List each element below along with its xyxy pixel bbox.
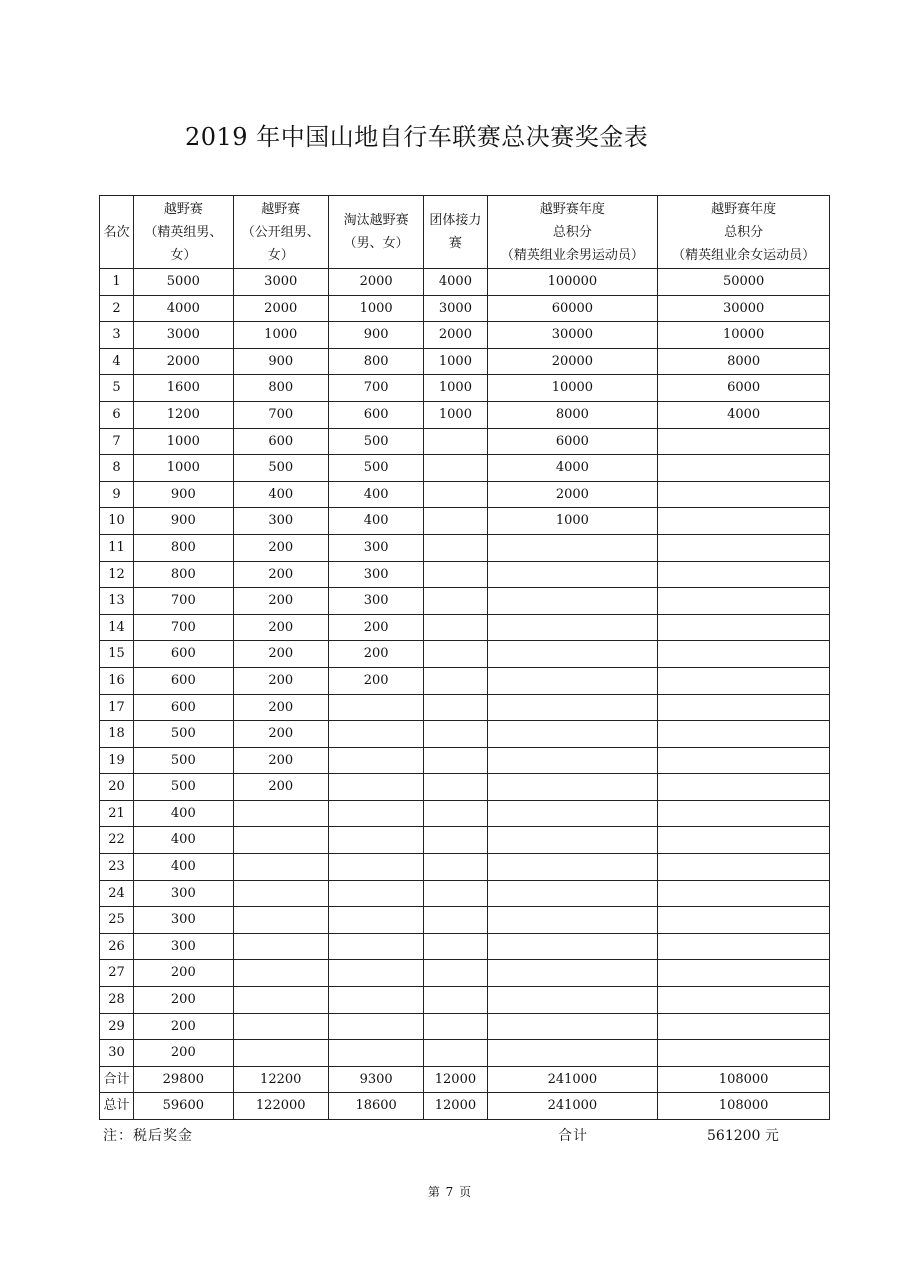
rank-cell: 21	[100, 800, 134, 827]
table-row	[100, 455, 830, 482]
column-header	[233, 196, 328, 269]
column-header-line: 越野赛年度	[539, 201, 605, 217]
prize-cell	[487, 1040, 658, 1067]
prize-cell	[424, 721, 487, 748]
column-header	[328, 196, 423, 269]
prize-cell: 8000	[487, 401, 658, 428]
table-row	[100, 1040, 830, 1067]
table-row	[100, 774, 830, 801]
prize-cell: 9300	[328, 1066, 423, 1093]
prize-cell: 200	[233, 534, 328, 561]
table-row	[100, 1066, 830, 1093]
prize-cell: 2000	[328, 269, 423, 296]
prize-cell	[233, 987, 328, 1014]
prize-cell: 29800	[134, 1066, 233, 1093]
prize-cell: 3000	[134, 322, 233, 349]
prize-cell	[658, 561, 830, 588]
prize-cell	[487, 641, 658, 668]
prize-cell: 300	[328, 561, 423, 588]
prize-cell	[424, 641, 487, 668]
table-row	[100, 667, 830, 694]
prize-table	[99, 195, 830, 1120]
prize-cell: 100000	[487, 269, 658, 296]
rank-cell: 11	[100, 534, 134, 561]
prize-cell	[424, 880, 487, 907]
prize-cell	[487, 721, 658, 748]
prize-cell: 5000	[134, 269, 233, 296]
prize-cell: 300	[134, 907, 233, 934]
prize-cell: 800	[328, 348, 423, 375]
prize-cell: 400	[134, 854, 233, 881]
prize-cell: 500	[134, 774, 233, 801]
rank-cell: 总计	[100, 1093, 134, 1120]
prize-cell: 300	[134, 933, 233, 960]
prize-cell: 20000	[487, 348, 658, 375]
column-header-line: 团体接力	[429, 213, 482, 228]
prize-cell	[487, 880, 658, 907]
prize-cell	[424, 614, 487, 641]
column-header-line: （男、女）	[343, 236, 409, 251]
prize-cell: 200	[134, 987, 233, 1014]
column-header-line: （精英组男、	[144, 224, 223, 240]
rank-cell: 12	[100, 561, 134, 588]
prize-cell: 900	[134, 508, 233, 535]
prize-cell	[658, 721, 830, 748]
prize-cell: 200	[233, 614, 328, 641]
prize-cell: 2000	[487, 481, 658, 508]
table-row	[100, 854, 830, 881]
prize-cell	[424, 907, 487, 934]
prize-cell	[487, 907, 658, 934]
prize-cell	[487, 614, 658, 641]
prize-cell: 2000	[233, 295, 328, 322]
prize-cell: 8000	[658, 348, 830, 375]
prize-cell	[328, 880, 423, 907]
prize-cell	[328, 854, 423, 881]
prize-cell	[658, 428, 830, 455]
prize-cell: 500	[134, 747, 233, 774]
table-row	[100, 614, 830, 641]
prize-cell	[424, 667, 487, 694]
prize-cell: 900	[328, 322, 423, 349]
prize-cell	[233, 933, 328, 960]
prize-cell: 900	[233, 348, 328, 375]
prize-cell	[658, 827, 830, 854]
table-row	[100, 534, 830, 561]
prize-cell: 500	[134, 721, 233, 748]
prize-cell	[658, 960, 830, 987]
column-header	[424, 196, 487, 269]
grand-total-label: 合计	[558, 1128, 588, 1144]
column-header-line: 越野赛年度	[711, 201, 777, 217]
prize-cell	[487, 588, 658, 615]
prize-cell	[658, 987, 830, 1014]
footnote: 注：税后奖金	[103, 1128, 193, 1144]
prize-cell: 200	[328, 667, 423, 694]
prize-cell	[487, 827, 658, 854]
prize-cell	[328, 747, 423, 774]
prize-cell: 3000	[233, 269, 328, 296]
prize-cell: 200	[328, 641, 423, 668]
prize-cell	[658, 747, 830, 774]
column-header-line: 名次	[103, 224, 130, 240]
prize-cell: 122000	[233, 1093, 328, 1120]
prize-cell	[487, 774, 658, 801]
table-row	[100, 721, 830, 748]
prize-cell	[233, 827, 328, 854]
prize-cell: 1000	[424, 401, 487, 428]
rank-cell: 16	[100, 667, 134, 694]
prize-cell: 2000	[134, 348, 233, 375]
prize-cell	[424, 561, 487, 588]
prize-cell	[233, 1013, 328, 1040]
prize-cell	[658, 534, 830, 561]
prize-cell	[328, 987, 423, 1014]
table-row	[100, 322, 830, 349]
prize-cell: 60000	[487, 295, 658, 322]
rank-cell: 8	[100, 455, 134, 482]
table-row	[100, 348, 830, 375]
prize-cell	[424, 1013, 487, 1040]
column-header-line: 女）	[170, 247, 197, 263]
prize-cell	[658, 854, 830, 881]
prize-cell	[233, 880, 328, 907]
page-number: 第 7 页	[427, 1185, 473, 1199]
prize-cell: 400	[134, 800, 233, 827]
prize-cell: 4000	[487, 455, 658, 482]
prize-cell: 500	[328, 455, 423, 482]
prize-cell: 12000	[424, 1066, 487, 1093]
table-row	[100, 561, 830, 588]
prize-cell	[233, 960, 328, 987]
prize-cell	[658, 800, 830, 827]
prize-cell: 3000	[424, 295, 487, 322]
prize-cell	[328, 907, 423, 934]
prize-cell: 200	[233, 747, 328, 774]
prize-cell: 1000	[487, 508, 658, 535]
rank-cell: 17	[100, 694, 134, 721]
rank-cell: 23	[100, 854, 134, 881]
rank-cell: 19	[100, 747, 134, 774]
prize-cell: 200	[134, 960, 233, 987]
prize-cell	[233, 907, 328, 934]
prize-cell	[487, 800, 658, 827]
table-row	[100, 747, 830, 774]
column-header-line: 女）	[267, 247, 294, 263]
prize-cell: 300	[328, 534, 423, 561]
rank-cell: 26	[100, 933, 134, 960]
prize-cell	[424, 827, 487, 854]
prize-cell: 300	[328, 588, 423, 615]
prize-cell	[658, 455, 830, 482]
prize-cell: 6000	[487, 428, 658, 455]
prize-cell: 1600	[134, 375, 233, 402]
rank-cell: 合计	[100, 1066, 134, 1093]
prize-cell	[487, 747, 658, 774]
prize-cell	[658, 1013, 830, 1040]
prize-cell	[328, 800, 423, 827]
column-header	[134, 196, 233, 269]
table-row	[100, 880, 830, 907]
table-row	[100, 401, 830, 428]
prize-cell: 12000	[424, 1093, 487, 1120]
prize-cell	[328, 1040, 423, 1067]
prize-cell	[424, 854, 487, 881]
prize-cell: 800	[233, 375, 328, 402]
prize-cell: 1200	[134, 401, 233, 428]
prize-cell: 59600	[134, 1093, 233, 1120]
table-row	[100, 1093, 830, 1120]
table-row	[100, 588, 830, 615]
rank-cell: 24	[100, 880, 134, 907]
prize-cell: 600	[328, 401, 423, 428]
column-header-line: 越野赛	[163, 201, 203, 217]
rank-cell: 28	[100, 987, 134, 1014]
prize-cell: 241000	[487, 1066, 658, 1093]
prize-cell	[424, 1040, 487, 1067]
prize-cell: 12200	[233, 1066, 328, 1093]
prize-cell	[487, 561, 658, 588]
rank-cell: 5	[100, 375, 134, 402]
prize-cell: 400	[233, 481, 328, 508]
table-row	[100, 987, 830, 1014]
column-header	[100, 196, 134, 269]
prize-cell: 1000	[134, 455, 233, 482]
prize-cell	[487, 534, 658, 561]
prize-cell	[424, 747, 487, 774]
prize-cell	[658, 907, 830, 934]
column-header-line: 淘汰越野赛	[343, 213, 409, 228]
prize-cell	[487, 960, 658, 987]
prize-cell	[424, 933, 487, 960]
prize-cell: 30000	[487, 322, 658, 349]
prize-cell: 1000	[233, 322, 328, 349]
rank-cell: 4	[100, 348, 134, 375]
prize-cell: 18600	[328, 1093, 423, 1120]
prize-cell: 200	[233, 774, 328, 801]
rank-cell: 29	[100, 1013, 134, 1040]
prize-cell: 1000	[424, 348, 487, 375]
prize-cell: 1000	[424, 375, 487, 402]
prize-cell	[658, 588, 830, 615]
prize-cell: 108000	[658, 1093, 830, 1120]
rank-cell: 22	[100, 827, 134, 854]
prize-cell: 241000	[487, 1093, 658, 1120]
rank-cell: 3	[100, 322, 134, 349]
rank-cell: 18	[100, 721, 134, 748]
prize-cell	[487, 854, 658, 881]
prize-cell	[658, 508, 830, 535]
column-header-line: 赛	[448, 236, 462, 251]
table-row	[100, 641, 830, 668]
prize-cell	[487, 667, 658, 694]
table-body	[100, 269, 830, 1120]
rank-cell: 6	[100, 401, 134, 428]
prize-cell	[658, 481, 830, 508]
prize-cell: 200	[233, 667, 328, 694]
rank-cell: 27	[100, 960, 134, 987]
column-header-line: 总积分	[724, 224, 764, 240]
prize-cell: 700	[328, 375, 423, 402]
prize-cell	[424, 534, 487, 561]
column-header-line: 总积分	[552, 224, 592, 240]
rank-cell: 10	[100, 508, 134, 535]
prize-cell: 200	[233, 641, 328, 668]
rank-cell: 14	[100, 614, 134, 641]
prize-cell: 200	[328, 614, 423, 641]
prize-cell: 50000	[658, 269, 830, 296]
table-row	[100, 960, 830, 987]
prize-cell: 300	[233, 508, 328, 535]
column-header-line: （精英组业余女运动员）	[672, 247, 816, 263]
prize-cell: 500	[328, 428, 423, 455]
prize-cell: 400	[328, 481, 423, 508]
prize-cell	[233, 800, 328, 827]
table-row	[100, 508, 830, 535]
rank-cell: 2	[100, 295, 134, 322]
prize-cell	[487, 987, 658, 1014]
table-row	[100, 295, 830, 322]
column-header-line: 越野赛	[261, 201, 301, 217]
prize-cell	[487, 694, 658, 721]
prize-cell	[424, 960, 487, 987]
column-header-line: （精英组业余男运动员）	[500, 247, 644, 263]
table-row	[100, 481, 830, 508]
prize-cell: 800	[134, 534, 233, 561]
prize-cell: 4000	[134, 295, 233, 322]
prize-cell	[658, 614, 830, 641]
prize-cell	[328, 774, 423, 801]
prize-cell	[328, 827, 423, 854]
rank-cell: 1	[100, 269, 134, 296]
rank-cell: 15	[100, 641, 134, 668]
table-row	[100, 428, 830, 455]
rank-cell: 13	[100, 588, 134, 615]
prize-cell: 6000	[658, 375, 830, 402]
rank-cell: 7	[100, 428, 134, 455]
prize-cell: 800	[134, 561, 233, 588]
prize-cell: 900	[134, 481, 233, 508]
prize-cell: 600	[134, 694, 233, 721]
prize-cell	[424, 508, 487, 535]
page-title: 2019 年中国山地自行车联赛总决赛奖金表	[185, 123, 649, 151]
prize-cell	[424, 428, 487, 455]
prize-cell	[658, 880, 830, 907]
prize-cell: 600	[233, 428, 328, 455]
prize-cell: 200	[233, 721, 328, 748]
prize-cell	[233, 1040, 328, 1067]
table-header-row	[100, 196, 830, 269]
prize-cell: 4000	[424, 269, 487, 296]
prize-cell	[487, 933, 658, 960]
prize-cell: 10000	[487, 375, 658, 402]
table-row	[100, 933, 830, 960]
prize-cell	[424, 588, 487, 615]
prize-cell: 10000	[658, 322, 830, 349]
table-row	[100, 827, 830, 854]
prize-cell	[658, 1040, 830, 1067]
prize-cell	[328, 694, 423, 721]
prize-cell: 200	[233, 588, 328, 615]
prize-cell: 400	[134, 827, 233, 854]
prize-cell	[328, 1013, 423, 1040]
table-row	[100, 907, 830, 934]
rank-cell: 25	[100, 907, 134, 934]
prize-cell: 600	[134, 667, 233, 694]
grand-total-value: 561200 元	[707, 1128, 779, 1144]
rank-cell: 20	[100, 774, 134, 801]
rank-cell: 30	[100, 1040, 134, 1067]
prize-cell	[328, 933, 423, 960]
rank-cell: 9	[100, 481, 134, 508]
prize-cell: 200	[233, 694, 328, 721]
prize-cell: 108000	[658, 1066, 830, 1093]
prize-cell: 300	[134, 880, 233, 907]
prize-cell	[658, 933, 830, 960]
column-header	[658, 196, 830, 269]
prize-cell	[424, 455, 487, 482]
table-row	[100, 800, 830, 827]
prize-cell	[233, 854, 328, 881]
prize-cell	[487, 1013, 658, 1040]
prize-cell: 2000	[424, 322, 487, 349]
prize-cell	[328, 960, 423, 987]
prize-cell: 200	[134, 1013, 233, 1040]
prize-cell: 700	[134, 614, 233, 641]
prize-cell: 200	[233, 561, 328, 588]
prize-cell: 4000	[658, 401, 830, 428]
table-row	[100, 694, 830, 721]
prize-cell: 30000	[658, 295, 830, 322]
prize-cell	[424, 987, 487, 1014]
prize-cell: 1000	[328, 295, 423, 322]
prize-cell: 500	[233, 455, 328, 482]
prize-cell: 400	[328, 508, 423, 535]
prize-cell	[424, 481, 487, 508]
column-header-line: （公开组男、	[241, 224, 320, 240]
prize-cell	[658, 667, 830, 694]
prize-cell: 1000	[134, 428, 233, 455]
prize-cell: 200	[134, 1040, 233, 1067]
prize-cell	[424, 800, 487, 827]
prize-cell: 700	[134, 588, 233, 615]
table-row	[100, 269, 830, 296]
table-row	[100, 375, 830, 402]
prize-cell: 600	[134, 641, 233, 668]
prize-cell	[658, 694, 830, 721]
prize-cell: 700	[233, 401, 328, 428]
column-header	[487, 196, 658, 269]
prize-cell	[424, 774, 487, 801]
prize-cell	[328, 721, 423, 748]
prize-cell	[658, 774, 830, 801]
table-row	[100, 1013, 830, 1040]
prize-cell	[658, 641, 830, 668]
prize-cell	[424, 694, 487, 721]
